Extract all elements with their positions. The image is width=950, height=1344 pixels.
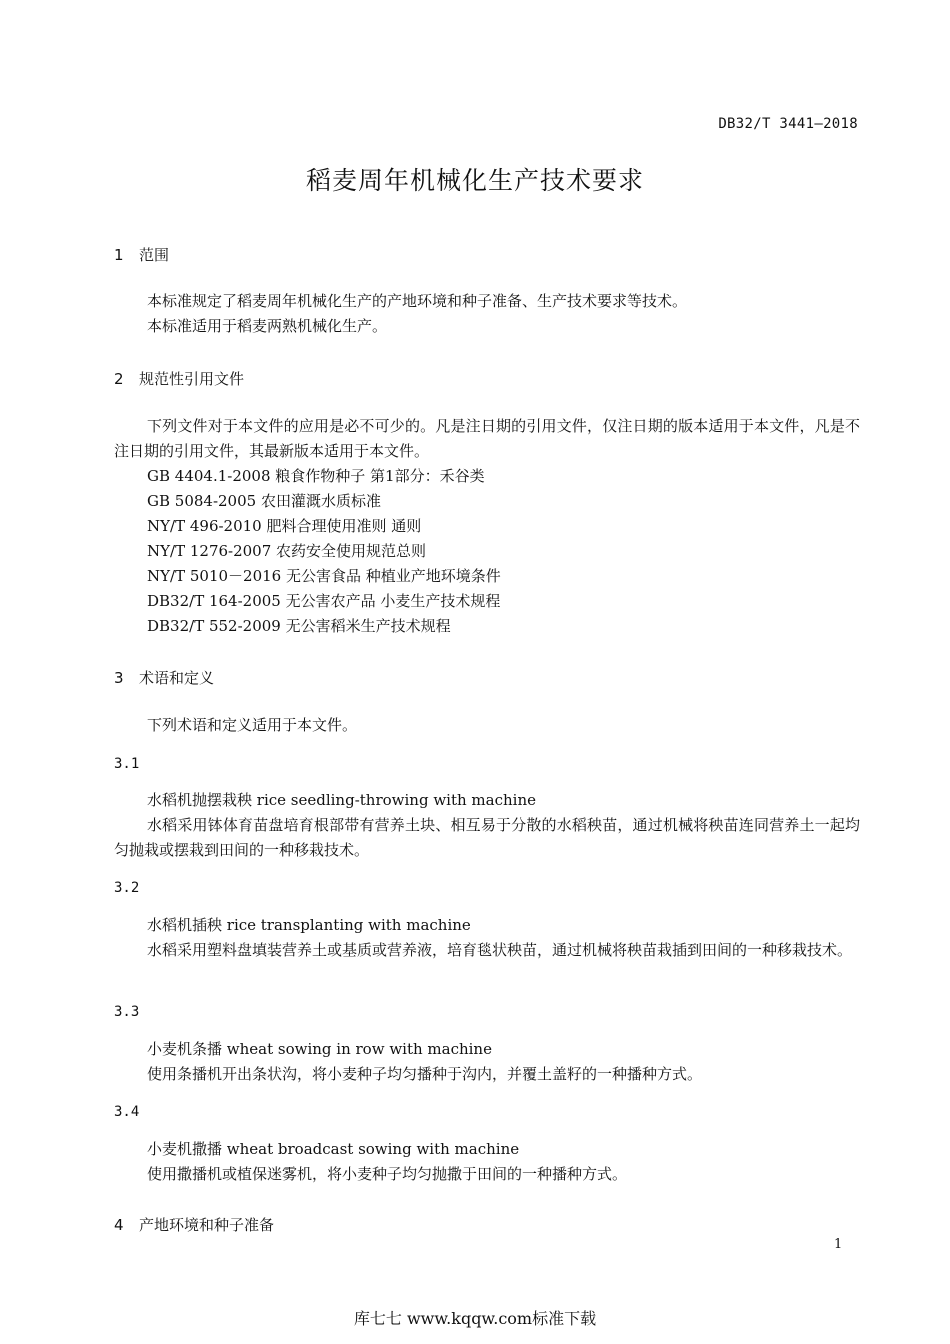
section-number: 2	[114, 370, 124, 388]
term-name: 水稻机插秧 rice transplanting with machine	[147, 916, 471, 934]
term-definition: 水稻采用钵体育苗盘培育根部带有营养土块、相互易于分散的水稻秧苗，通过机械将秧苗连同营养土一起均匀抛栽或摆栽到田间的一种移栽技术。	[114, 816, 860, 859]
section-1-heading	[114, 244, 169, 265]
section-3-heading	[114, 667, 214, 688]
reference-item: DB32/T 552-2009 无公害稻米生产技术规程	[147, 617, 451, 635]
section-1-paragraph: 本标准适用于稻麦两熟机械化生产。	[147, 317, 388, 335]
term-definition: 水稻采用塑料盘填装营养土或基质或营养液，培育毯状秧苗，通过机械将秧苗栽插到田间的一种移栽技术。	[147, 941, 853, 959]
section-2-heading	[114, 368, 244, 389]
reference-item: NY/T 1276-2007 农药安全使用规范总则	[147, 542, 427, 560]
term-definition: 使用撒播机或植保迷雾机，将小麦种子均匀抛撒于田间的一种播种方式。	[147, 1165, 628, 1183]
reference-item: NY/T 496-2010 肥料合理使用准则 通则	[147, 517, 422, 535]
term-number: 3.3	[114, 1004, 140, 1020]
section-number: 4	[114, 1216, 124, 1234]
term-name: 水稻机抛摆栽秧 rice seedling-throwing with machine	[147, 791, 536, 809]
section-number: 1	[114, 246, 124, 264]
watermark-link[interactable]: 库七七 www.kqqw.com标准下载	[353, 1309, 597, 1328]
section-3-intro: 下列术语和定义适用于本文件。	[147, 716, 358, 734]
section-title: 产地环境和种子准备	[139, 1216, 275, 1234]
page-number: 1	[834, 1237, 843, 1252]
section-number: 3	[114, 669, 124, 687]
term-definition: 使用条播机开出条状沟，将小麦种子均匀播种于沟内，并覆土盖籽的一种播种方式。	[147, 1065, 703, 1083]
section-title: 范围	[139, 246, 170, 264]
reference-item: DB32/T 164-2005 无公害农产品 小麦生产技术规程	[147, 592, 501, 610]
section-1-paragraph: 本标准规定了稻麦周年机械化生产的产地环境和种子准备、生产技术要求等技术。	[147, 292, 688, 310]
document-title: 稻麦周年机械化生产技术要求	[305, 166, 644, 195]
term-name: 小麦机撒播 wheat broadcast sowing with machine	[147, 1140, 520, 1158]
section-2-intro: 下列文件对于本文件的应用是必不可少的。凡是注日期的引用文件，仅注日期的版本适用于本文件，凡是不注日期的引用文件，其最新版本适用于本文件。	[114, 417, 860, 460]
term-number: 3.4	[114, 1104, 140, 1120]
section-title: 术语和定义	[139, 669, 215, 687]
reference-item: NY/T 5010－2016 无公害食品 种植业产地环境条件	[147, 567, 501, 585]
reference-item: GB 5084-2005 农田灌溉水质标准	[147, 492, 381, 510]
term-number: 3.1	[114, 756, 140, 772]
term-name: 小麦机条播 wheat sowing in row with machine	[147, 1040, 492, 1058]
reference-item: GB 4404.1-2008 粮食作物种子 第1部分：禾谷类	[147, 467, 485, 485]
standard-number: DB32/T 3441—2018	[718, 116, 858, 132]
section-title: 规范性引用文件	[139, 370, 245, 388]
term-number: 3.2	[114, 880, 140, 896]
section-4-heading	[114, 1214, 274, 1235]
